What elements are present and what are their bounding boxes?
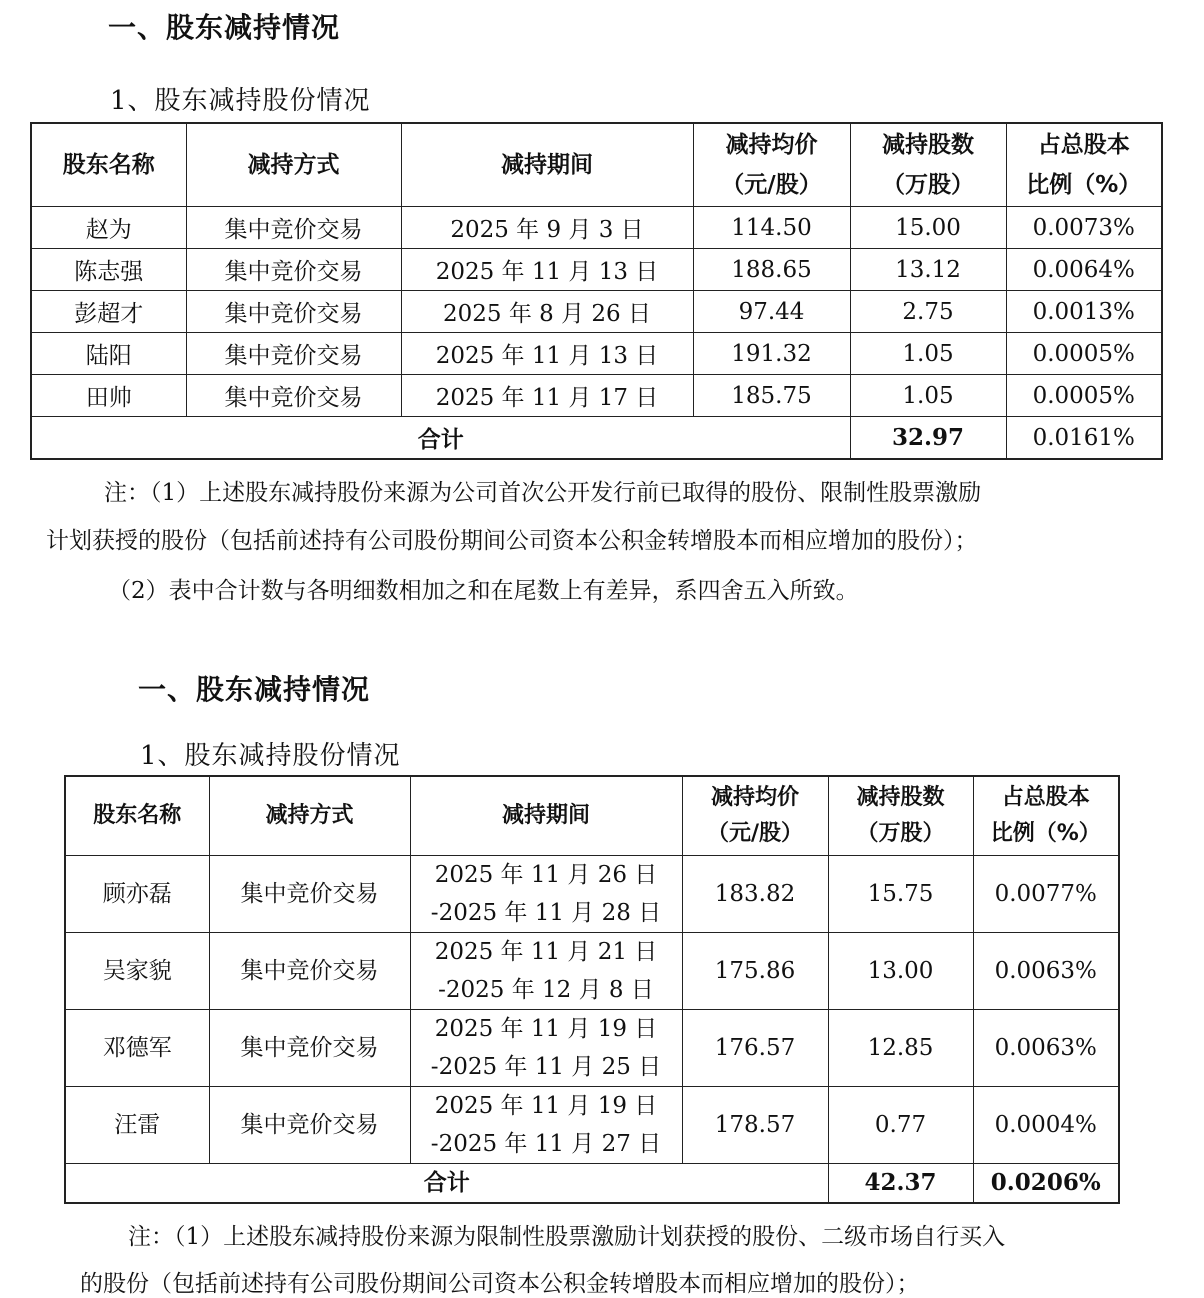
header-ratio-line2: 比例（%） [990, 821, 1101, 846]
cell-shares: 15.00 [850, 207, 1006, 249]
cell-name: 陈志强 [31, 249, 186, 291]
header-shares [850, 123, 1006, 207]
cell-period-start: 2025 年 11 月 19 日 [434, 1093, 658, 1119]
cell-name: 汪雷 [65, 1087, 209, 1164]
header-name: 股东名称 [65, 776, 209, 856]
table-total-row [65, 1164, 1119, 1204]
cell-method: 集中竞价交易 [186, 291, 401, 333]
header-price-line2: （元/股） [706, 821, 804, 846]
total-shares: 42.37 [828, 1164, 973, 1204]
header-shares-line1: 减持股数 [882, 132, 974, 158]
header-method: 减持方式 [186, 123, 401, 207]
cell-price: 176.57 [682, 1010, 828, 1087]
cell-period-end: -2025 年 11 月 25 日 [430, 1054, 662, 1080]
section1-subheading: 1、股东减持股份情况 [110, 86, 371, 116]
header-method: 减持方式 [209, 776, 410, 856]
header-price-line2: （元/股） [721, 172, 822, 198]
header-price [693, 123, 850, 207]
cell-period [410, 1010, 682, 1087]
cell-ratio: 0.0005% [1006, 333, 1162, 375]
total-ratio: 0.0206% [973, 1164, 1119, 1204]
cell-name: 陆阳 [31, 333, 186, 375]
table-row [31, 249, 1162, 291]
header-price-line1: 减持均价 [725, 132, 818, 158]
section1-note-line1: 注：（1）上述股东减持股份来源为公司首次公开发行前已取得的股份、限制性股票激励 [104, 480, 982, 506]
cell-shares: 12.85 [828, 1010, 973, 1087]
table-header-row [31, 123, 1162, 207]
cell-shares: 1.05 [850, 333, 1006, 375]
total-label: 合计 [65, 1164, 828, 1204]
cell-period-start: 2025 年 11 月 26 日 [434, 862, 658, 888]
cell-shares: 15.75 [828, 856, 973, 933]
section2-table [64, 775, 1120, 1204]
table-row [65, 933, 1119, 1010]
cell-method: 集中竞价交易 [209, 933, 410, 1010]
cell-price: 178.57 [682, 1087, 828, 1164]
cell-price: 175.86 [682, 933, 828, 1010]
section1-heading: 一、股东减持情况 [108, 11, 341, 44]
header-ratio-line2: 比例（%） [1026, 172, 1142, 198]
section2-note-line2: 的股份（包括前述持有公司股份期间公司资本公积金转增股本而相应增加的股份）； [80, 1271, 920, 1297]
cell-method: 集中竞价交易 [209, 856, 410, 933]
cell-method: 集中竞价交易 [209, 1087, 410, 1164]
cell-name: 赵为 [31, 207, 186, 249]
cell-price: 185.75 [693, 375, 850, 417]
section1-note-line2: 计划获授的股份（包括前述持有公司股份期间公司资本公积金转增股本而相应增加的股份）； [46, 528, 978, 554]
header-period: 减持期间 [401, 123, 693, 207]
table-total-row [31, 417, 1162, 460]
cell-method: 集中竞价交易 [186, 333, 401, 375]
cell-price: 183.82 [682, 856, 828, 933]
header-shares-line2: （万股） [882, 172, 974, 198]
cell-shares: 13.12 [850, 249, 1006, 291]
header-shares [828, 776, 973, 856]
total-shares: 32.97 [850, 417, 1006, 460]
header-price [682, 776, 828, 856]
header-price-line1: 减持均价 [710, 785, 799, 810]
cell-period: 2025 年 9 月 3 日 [401, 207, 693, 249]
cell-period: 2025 年 11 月 17 日 [401, 375, 693, 417]
cell-ratio: 0.0004% [973, 1087, 1119, 1164]
cell-period-start: 2025 年 11 月 21 日 [434, 939, 658, 965]
header-ratio [1006, 123, 1162, 207]
cell-period: 2025 年 8 月 26 日 [401, 291, 693, 333]
header-shares-line1: 减持股数 [856, 785, 945, 810]
cell-name: 田帅 [31, 375, 186, 417]
cell-period-end: -2025 年 11 月 27 日 [430, 1131, 662, 1157]
cell-ratio: 0.0013% [1006, 291, 1162, 333]
section2-heading: 一、股东减持情况 [138, 673, 371, 706]
table-row [31, 333, 1162, 375]
section1-table [30, 122, 1163, 460]
cell-method: 集中竞价交易 [186, 375, 401, 417]
cell-ratio: 0.0077% [973, 856, 1119, 933]
section1-note-line3: （2）表中合计数与各明细数相加之和在尾数上有差异，系四舍五入所致。 [108, 578, 859, 604]
table-row [31, 375, 1162, 417]
table-row [65, 856, 1119, 933]
cell-method: 集中竞价交易 [209, 1010, 410, 1087]
cell-name: 彭超才 [31, 291, 186, 333]
table-header-row [65, 776, 1119, 856]
cell-period-end: -2025 年 11 月 28 日 [430, 900, 662, 926]
header-period: 减持期间 [410, 776, 682, 856]
cell-period [410, 856, 682, 933]
cell-shares: 13.00 [828, 933, 973, 1010]
cell-method: 集中竞价交易 [186, 207, 401, 249]
cell-ratio: 0.0073% [1006, 207, 1162, 249]
cell-shares: 2.75 [850, 291, 1006, 333]
cell-name: 吴家貌 [65, 933, 209, 1010]
cell-ratio: 0.0063% [973, 1010, 1119, 1087]
total-label: 合计 [31, 417, 850, 460]
cell-shares: 0.77 [828, 1087, 973, 1164]
table-row [31, 207, 1162, 249]
cell-price: 191.32 [693, 333, 850, 375]
header-ratio [973, 776, 1119, 856]
header-ratio-line1: 占总股本 [1037, 132, 1130, 158]
header-ratio-line1: 占总股本 [1001, 785, 1090, 810]
table-row [65, 1010, 1119, 1087]
cell-period-end: -2025 年 12 月 8 日 [438, 977, 654, 1003]
table-row [65, 1087, 1119, 1164]
cell-price: 97.44 [693, 291, 850, 333]
cell-period [410, 933, 682, 1010]
total-ratio: 0.0161% [1006, 417, 1162, 460]
cell-price: 114.50 [693, 207, 850, 249]
table-row [31, 291, 1162, 333]
cell-period: 2025 年 11 月 13 日 [401, 249, 693, 291]
cell-period: 2025 年 11 月 13 日 [401, 333, 693, 375]
header-name: 股东名称 [31, 123, 186, 207]
cell-period [410, 1087, 682, 1164]
cell-ratio: 0.0005% [1006, 375, 1162, 417]
cell-period-start: 2025 年 11 月 19 日 [434, 1016, 658, 1042]
cell-price: 188.65 [693, 249, 850, 291]
cell-ratio: 0.0064% [1006, 249, 1162, 291]
section2-note-line1: 注：（1）上述股东减持股份来源为限制性股票激励计划获授的股份、二级市场自行买入 [128, 1224, 1006, 1250]
cell-shares: 1.05 [850, 375, 1006, 417]
cell-ratio: 0.0063% [973, 933, 1119, 1010]
cell-name: 顾亦磊 [65, 856, 209, 933]
cell-method: 集中竞价交易 [186, 249, 401, 291]
header-shares-line2: （万股） [856, 821, 945, 846]
cell-name: 邓德军 [65, 1010, 209, 1087]
section2-subheading: 1、股东减持股份情况 [140, 741, 401, 771]
